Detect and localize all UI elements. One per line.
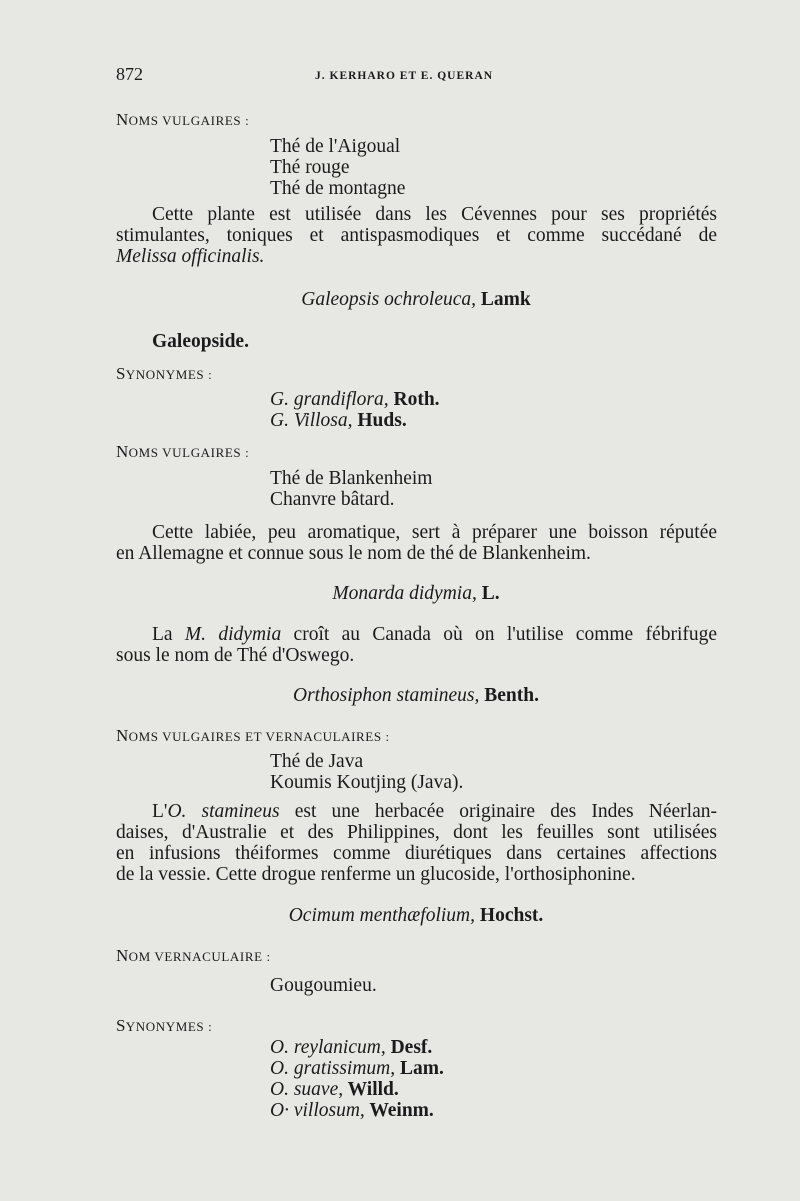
common-name: Koumis Koutjing (Java). bbox=[270, 772, 464, 793]
common-name: Thé de montagne bbox=[270, 178, 406, 199]
synonym: G. grandiflora, Roth. bbox=[270, 389, 440, 410]
species-title: Ocimum menthæfolium, Hochst. bbox=[288, 905, 544, 926]
paragraph-line: La M. didymia croît au Canada où on l'utilise comme fébrifuge bbox=[152, 624, 718, 645]
species-title: Orthosiphon stamineus, Benth. bbox=[293, 685, 539, 706]
species-title: Galeopsis ochroleuca, Lamk bbox=[301, 289, 531, 310]
section-heading-noms-vulgaires-vernaculaires: NOMS VULGAIRES ET VERNACULAIRES : bbox=[116, 726, 390, 745]
section-heading-noms-vulgaires: NOMS VULGAIRES : bbox=[116, 110, 250, 129]
paragraph-line: daises, d'Australie et des Philippines, dont les feuilles sont utilisées bbox=[116, 822, 717, 843]
common-name: Thé de l'Aigoual bbox=[270, 136, 401, 157]
section-heading-noms-vulgaires: NOMS VULGAIRES : bbox=[116, 442, 250, 461]
paragraph-line: Melissa officinalis. bbox=[116, 246, 265, 267]
synonym: O. suave, Willd. bbox=[270, 1079, 399, 1100]
paragraph-line: en Allemagne et connue sous le nom de thé de Blankenheim. bbox=[116, 543, 591, 564]
paragraph-line: sous le nom de Thé d'Oswego. bbox=[116, 645, 355, 666]
species-title: Monarda didymia, L. bbox=[332, 583, 500, 604]
synonym: O. gratissimum, Lam. bbox=[270, 1058, 444, 1079]
common-name: Thé de Blankenheim bbox=[270, 468, 433, 489]
vernacular-name: Gougoumieu. bbox=[270, 975, 377, 996]
paragraph-line: de la vessie. Cette drogue renferme un glucoside, l'orthosiphonine. bbox=[116, 864, 636, 885]
running-title: J. KERHARO ET E. QUERAN bbox=[315, 70, 494, 82]
section-heading-synonymes: SYNONYMES : bbox=[116, 1016, 213, 1035]
section-heading-nom-vernaculaire: NOM VERNACULAIRE : bbox=[116, 946, 271, 965]
synonym: O· villosum, Weinm. bbox=[270, 1100, 434, 1121]
paragraph-line: en infusions théiformes comme diurétiques dans certaines affections bbox=[116, 843, 717, 864]
synonym: O. reylanicum, Desf. bbox=[270, 1037, 433, 1058]
paragraph-line: Cette plante est utilisée dans les Cévennes pour ses propriétés bbox=[152, 204, 717, 225]
common-name: Chanvre bâtard. bbox=[270, 489, 395, 510]
paragraph-line: L'O. stamineus est une herbacée originaire des Indes Néerlan- bbox=[152, 801, 717, 822]
common-name-heading: Galeopside. bbox=[152, 331, 249, 352]
paragraph-line: stimulantes, toniques et antispasmodiques et comme succédané de bbox=[116, 225, 717, 246]
paragraph-line: Cette labiée, peu aromatique, sert à préparer une boisson réputée bbox=[152, 522, 717, 543]
common-name: Thé de Java bbox=[270, 751, 364, 772]
synonym: G. Villosa, Huds. bbox=[270, 410, 407, 431]
section-heading-synonymes: SYNONYMES : bbox=[116, 364, 213, 383]
common-name: Thé rouge bbox=[270, 157, 350, 178]
page-number: 872 bbox=[116, 64, 143, 84]
